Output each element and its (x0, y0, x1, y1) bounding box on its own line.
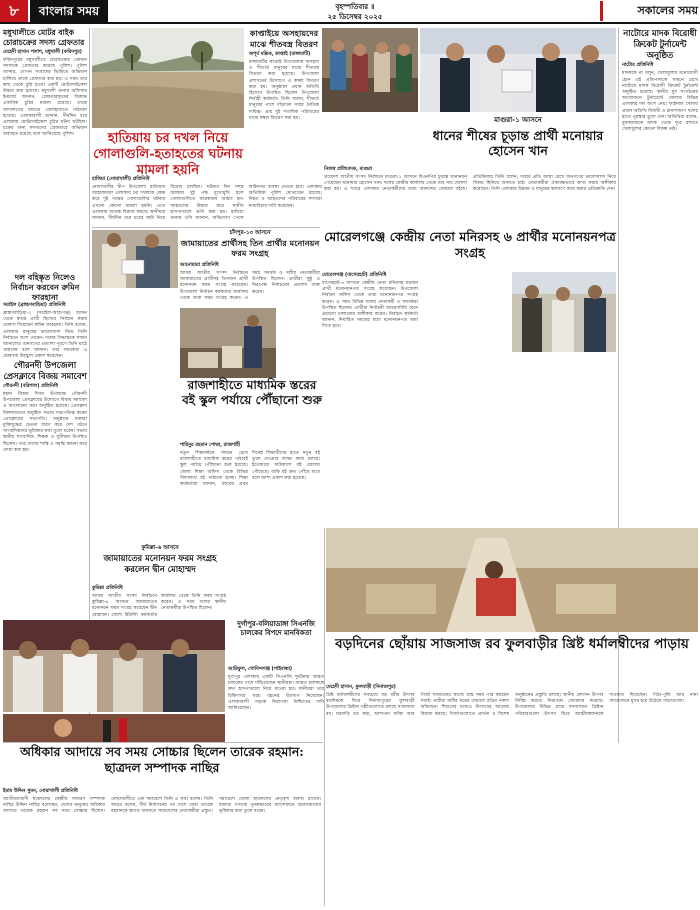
article-continuation (322, 272, 418, 522)
article-headline: মধুখালীতে মোটর বাইক চোরাচক্রের সদস্য গ্রেফতার (3, 28, 85, 47)
article-body: মাদককে না বলুন, খেলাধুলায় মনোযোগী হোন এই প্রতিপাদ্যকে সামনে রেখে নাটোরে মাদক বিরোধী ক্রিকেট টুর্নামেন্ট অনুষ্ঠিত হয়েছে। স্থানীয় যুব সংগঠনের আয়োজনে টুর্নামেন্টে জেলার বিভিন্ন এলাকার দল অংশ নেয়। ফাইনাল খেলায় প্রধান অতিথি বিজয়ী ও রানার্সআপ দলের হাতে পুরস্কার তুলে দেন। অতিথিরা বলেন, যুবসমাজকে মাদক থেকে দূরে রাখতে খেলাধুলার কোনো বিকল্প নেই। (622, 71, 698, 133)
article-headline: অধিকার আদায়ে সব সময় সোচ্চার ছিলেন তারেক রহমান: ছাত্রদল সম্পাদক নাছির (20, 744, 304, 775)
article-body: বাগেরহাট-৪ আসনে কেন্দ্রীয় নেতা মনিরসহ ছয়জন প্রার্থী মনোনয়নপত্র সংগ্রহ করেছেন। উপজেলা নির্বাচন অফিস থেকে তারা মনোনয়নপত্র সংগ্রহ করেন। এ সময় বিভিন্ন দলের নেতাকর্মী ও সমর্থকরা উপস্থিত ছিলেন। প্রার্থীরা নির্বাচনী আচরণবিধি মেনে প্রচারণা চালানোর অঙ্গীকার করেন। নির্বাচন কর্মকর্তা জানান, নির্ধারিত সময়ের মধ্যে মনোনয়নপত্র জমা দিতে হবে। (322, 281, 418, 330)
date-line-1: বৃহস্পতিবার ॥ (335, 3, 375, 11)
article-byline: মোরেলগঞ্জ (বাগেরহাট) প্রতিনিধি (322, 273, 387, 278)
photo-book-distribution (180, 308, 276, 378)
column-rule (324, 528, 325, 906)
article-headline: দল বহিষ্কৃত নিলেও নির্বাচন করবেন রুমিন ফারহানা (10, 272, 80, 302)
article-body: মহান বিজয় দিবস উপলক্ষে গৌরনদী উপজেলা প্রেসক্লাবের উদ্যোগে বিজয় সমাবেশ ও আলোচনা সভা অনুষ্ঠিত হয়েছে। প্রেসক্লাব মিলনায়তনে অনুষ্ঠিত সভায় সভাপতিত্ব করেন প্রেসক্লাবের সভাপতি। অনুষ্ঠানে বক্তারা মুক্তিযুদ্ধের চেতনা ধারণ করে দেশ গঠনে সাংবাদিকদের ভূমিকার কথা তুলে ধরেন। সভায় স্থানীয় সাংবাদিক, শিক্ষক ও সুধীজন উপস্থিত ছিলেন। পরে দেশের শান্তি ও সমৃদ্ধি কামনা করে দোয়া করা হয়। (3, 392, 87, 453)
article-headline: জামায়াতের প্রার্থীসহ তিন প্রার্থীর মনোনয়ন ফরম সংগ্রহ (180, 238, 320, 258)
article-comilla-body (92, 585, 226, 621)
article-byline: ইমাম উদ্দিন সুমন, নোয়াখালী প্রতিনিধি (3, 789, 78, 794)
article-body: ত্রয়োদশ জাতীয় সংসদ নির্বাচনে মাগুরা-১ আসনে বিএনপির চূড়ান্ত মনোনয়ন পেয়েছেন মনোয়ার হোসেন খান। দলের কেন্দ্রীয় কার্যালয় থেকে তার নাম ঘোষণা করা হয়। এ খবরে এলাকায় নেতাকর্মীদের মধ্যে আনন্দের জোয়ার বইছে। প্রতিক্রিয়ায় তিনি বলেন, দলের প্রতি আস্থা রেখে জনগণের ভালোবাসা নিয়ে বিজয় ছিনিয়ে আনতে চাই। নেতাকর্মীরা ঐক্যবদ্ধভাবে কাজ করার অঙ্গীকার করেছেন। তিনি এলাকার উন্নয়ন ও মানুষের কল্যাণে কাজ করার প্রতিশ্রুতি দেন। (324, 175, 616, 193)
article-headline: দুর্গাপুর-বলিয়াডাঙ্গা সিএনজি চালকের বিপদে মানবিকতা (237, 620, 315, 637)
photo-candidate-ceremony (420, 28, 616, 112)
article-christmas (326, 636, 698, 680)
date-line-2: ২৫ ডিসেম্বর ২০২৫ (327, 13, 383, 21)
article-headline: কাপ্তাইয়ে অসহায়দের মাঝে শীতবস্ত্র বিতরণ (249, 28, 319, 49)
article-body: রাঙ্গামাটির কাপ্তাই উপজেলায় অসহায় ও শীতার্ত মানুষের মাঝে শীতবস্ত্র বিতরণ করা হয়েছে। উপজেলা প্রশাসনের উদ্যোগে এ কম্বল বিতরণ করা হয়। অনুষ্ঠানে প্রধান অতিথি হিসেবে উপস্থিত ছিলেন উপজেলা নির্বাহী কর্মকর্তা। তিনি বলেন, শীতার্ত মানুষের পাশে দাঁড়ানো সবার নৈতিক দায়িত্ব। প্রায় দুই শতাধিক পরিবারের মাঝে কম্বল বিতরণ করা হয়। (249, 60, 319, 121)
section-rule (3, 742, 323, 743)
article-label: কুমিল্লা-৬ আসনে (141, 545, 179, 551)
article-body: ফরিদপুরের মধুখালীতে চোরাচক্রের একজন সদস্যকে গ্রেফতার করেছে পুলিশ। পুলিশ জানায়, গোপন সংবাদের ভিত্তিতে অভিযান চালিয়ে তাকে গ্রেফতার করা হয়। এ সময় তার কাছ থেকে চুরি হওয়া একটি মোটরসাইকেল উদ্ধার করা হয়েছে। মধুখালী থানার অফিসার ইনচার্জ জানান, গ্রেফতারকৃতের বিরুদ্ধে একাধিক চুরির মামলা রয়েছে। তাকে আদালতের মাধ্যমে জেলহাজতে পাঠানো হয়েছে। এলাকাবাসী জানান, দীর্ঘদিন ধরে এলাকায় মোটরসাইকেল চুরির ঘটনা ঘটছিল। চক্রের অন্য সদস্যদের গ্রেফতারে অভিযান অব্যাহত রয়েছে বলে জানিয়েছে পুলিশ। (3, 58, 87, 138)
article-byline: অপূর্ব মল্লিক, কাপ্তাই (রাঙ্গামাটি) (249, 52, 311, 57)
article-body: আসন্ন জাতীয় সংসদ নির্বাচনে জামায়াতের প্রার্থীসহ তিনজন প্রার্থী মনোনয়ন ফরম সংগ্রহ করেছেন। উপজেলা নির্বাচন কর্মকর্তার কার্যালয় থেকে তারা ফরম সংগ্রহ করেন। এ সময় সমর্থক ও দলীয় নেতাকর্মীরা উপস্থিত ছিলেন। প্রার্থীরা সুষ্ঠু ও নিরপেক্ষ নির্বাচনের প্রত্যাশা ব্যক্ত করেন। (180, 271, 320, 301)
article-tarique-rahman (3, 744, 321, 786)
photo-christmas-decoration (326, 528, 698, 632)
article-byline: আরিফুল, গোবিন্দগঞ্জ (গাইবান্ধা) (228, 667, 293, 672)
article-headline: রাজশাহীতে মাধ্যমিক স্তরের বই স্কুল পর্যায়ে পৌঁছানো শুরু (182, 378, 322, 407)
article-headline: নাটোরে মাদক বিরোধী ক্রিকেট টুর্নামেন্ট অনুষ্ঠিত (623, 28, 697, 60)
article-kaptai-blankets (249, 28, 319, 260)
article-body: দুর্গাপুর এলাকায় একটি সিএনজি দুর্ঘটনায় আহত চালকের পাশে দাঁড়িয়েছেন স্থানীয়রা। আহত চালককে দ্রুত হাসপাতালে নিয়ে যাওয়া হয়। স্থানীয়রা তার চিকিৎসার খরচ বহনের উদ্যোগ নিয়েছেন। এলাকাবাসী সড়কে নিরাপত্তা নিশ্চিতের দাবি জানিয়েছেন। (228, 675, 324, 712)
article-natore-cricket (622, 28, 698, 380)
article-comilla-form (92, 545, 228, 585)
page-number: ৮ (0, 0, 28, 22)
article-body: জাতীয়তাবাদী ছাত্রদলের কেন্দ্রীয় সাধারণ সম্পাদক নাছির উদ্দিন নাছির বলেছেন, দেশের মানুষের অধিকার আদায়ে তারেক রহমান সব সময় সোচ্চার ছিলেন। নোয়াখালীতে এক সমাবেশে তিনি এ কথা বলেন। তিনি আরও বলেন, দীর্ঘ নির্বাসনের পর দেশে ফেরা তারেক রহমানকে স্বাগত জানাতে সারাদেশের নেতাকর্মীরা প্রস্তুত। সমাবেশে জেলা ছাত্রদলের নেতৃবৃন্দ বক্তব্য রাখেন। বক্তারা গণতন্ত্র পুনরুদ্ধারের আন্দোলনে ছাত্রসমাজের ভূমিকার কথা তুলে ধরেন। (3, 797, 321, 815)
photo-jamaat-meeting (3, 620, 225, 712)
article-hatiya-body (92, 176, 322, 224)
article-byline: নাটোর প্রতিনিধি (622, 63, 654, 69)
article-cng-body (228, 666, 324, 712)
article-headline: ধানের শীষের চূড়ান্ত প্রার্থী মনোয়ার হোসেন খান (432, 128, 604, 158)
article-christmas-body (326, 684, 698, 906)
article-rajshahi-body (180, 442, 320, 537)
photo-dry-char-land (92, 28, 244, 128)
article-headline: বড়দিনের ছোঁয়ায় সাজসাজ রব ফুলবাড়ীর খ্রিষ্ট ধর্মালম্বীদের পাড়ায় (335, 636, 689, 652)
article-headline: জামায়াতের মনোনয়ন ফরম সংগ্রহ করলেন দ্বীন মোহাম্মদ (103, 553, 217, 574)
photo-blanket-recipients (322, 28, 418, 112)
article-magura-body (324, 166, 616, 226)
article-body: নোয়াখালীর দ্বীপ উপজেলা হাতিয়ায় জাহাজমারা এলাকায় চর দখলকে কেন্দ্র করে দুই পক্ষের গোলাগুলির ঘটনায় এখনো কোনো মামলা হয়নি। এতে এলাকায় আতঙ্ক বিরাজ করছে। স্থানীয়রা জানান, দীর্ঘদিন ধরে চরের জমি নিয়ে বিরোধ চলছিল। ঘটনার দিন সশস্ত্র অবস্থায় দুই পক্ষ মুখোমুখি হলে গোলাগুলিতে কয়েকজন আহত হন। আহতদের উদ্ধার করে স্থানীয় হাসপাতালে ভর্তি করা হয়। হাতিয়া থানার ওসি জানান, অভিযোগ পেলে আইনগত ব্যবস্থা নেওয়া হবে। এলাকায় অতিরিক্ত পুলিশ মোতায়েন রয়েছে। নিহত ও আহতদের পরিবারের সদস্যরা ন্যায়বিচার দাবি করেছেন। (92, 185, 322, 222)
section-rule (92, 227, 320, 228)
column-rule (89, 28, 90, 383)
article-magura-candidate (420, 114, 616, 164)
article-rumin-farhana (3, 272, 87, 360)
masthead (0, 0, 700, 24)
article-byline: সরাইল (ব্রাহ্মণবাড়িয়া) প্রতিনিধি (3, 303, 66, 308)
section-title: বাংলার সময় (30, 0, 108, 22)
article-body: নতুন শিক্ষাবর্ষকে সামনে রেখে রাজশাহীতে মাধ্যমিক স্তরের পাঠ্যবই স্কুল পর্যায়ে পৌঁছানো শুরু হয়েছে। জেলা শিক্ষা অফিস থেকে বিভিন্ন বিদ্যালয়ে বই পাঠানো হচ্ছে। শিক্ষা কর্মকর্তারা জানান, বছরের প্রথম দিনেই শিক্ষার্থীদের হাতে নতুন বই তুলে দেওয়ার লক্ষ্যে কাজ চলছে। ইতোমধ্যে অধিকাংশ বই জেলায় পৌঁছেছে। বাকি বই দ্রুত পৌঁছে যাবে বলে আশা প্রকাশ করা হয়েছে। (180, 451, 320, 488)
article-body: আসন্ন জাতীয় সংসদ নির্বাচনে কুমিল্লা-৬ আসনে জামায়াতের মনোনয়ন ফরম সংগ্রহ করেছেন দ্বীন মোহাম্মদ। জেলা রিটার্নিং কর্মকর্তার কার্যালয় থেকে তিনি ফরম সংগ্রহ করেন। এ সময় দলের স্থানীয় নেতাকর্মীরা উপস্থিত ছিলেন। (92, 594, 226, 618)
brand-logo: সকালের সময় (600, 1, 700, 21)
article-body: ব্রাহ্মণবাড়িয়া-২ (সরাইল-আশুগঞ্জ) আসন থেকে স্বতন্ত্র প্রার্থী হিসেবে নির্বাচন করার ঘোষণা দিয়েছেন রুমিন ফারহানা। তিনি বলেন, এলাকার মানুষের ভালোবাসা নিয়ে তিনি নির্বাচনে অংশ নেবেন। দলের সিদ্ধান্তকে সম্মান জানালেও জনগণের প্রত্যাশা পূরণে তিনি মাঠে থাকবেন বলে জানান। তার সমর্থকরা এ ঘোষণায় উচ্ছ্বাস প্রকাশ করেছেন। (3, 311, 87, 360)
article-rajshahi-books (180, 378, 324, 442)
article-byline: নিজস্ব প্রতিবেদক, মাগুরা (324, 167, 372, 172)
photo-morelganj-candidates (512, 272, 616, 352)
article-morelganj (324, 229, 616, 271)
photo-press-microphones (3, 714, 225, 742)
article-byline: মেহেদী হাসান, ফুলবাড়ী (দিনাজপুর) (326, 685, 396, 690)
article-byline: আনোয়ারা প্রতিনিধি (180, 263, 219, 268)
article-byline: কুমিল্লা প্রতিনিধি (92, 586, 123, 591)
article-chandpur-body (180, 262, 320, 307)
article-byline: গৌরনদী (বরিশাল) প্রতিনিধি (3, 384, 58, 389)
article-label: মাগুরা-১ আসনে (494, 116, 542, 124)
article-headline: মোরেলগঞ্জে কেন্দ্রীয় নেতা মনিরসহ ৬ প্রার্থীর মনোনয়নপত্র সংগ্রহ (324, 229, 616, 260)
article-byline: মেহেদী হাসান পলাশ, মধুখালী (ফরিদপুর) (3, 50, 83, 55)
article-tarique-body (3, 788, 321, 906)
article-label: চাঁদপুর-১৩ আসনে (229, 230, 271, 236)
article-chandpur-forms (180, 230, 320, 260)
article-headline: গৌরনদী উপজেলা প্রেসক্লাবে বিজয় সমাবেশ (3, 360, 87, 381)
article-body: খ্রিষ্ট ধর্মাবলম্বীদের সবচেয়ে বড় ধর্মীয় উৎসব বড়দিনকে ঘিরে দিনাজপুরের ফুলবাড়ী উপজেলার খ্রিষ্টান পল্লীগুলোতে চলছে সাজসাজ রব। ঘরবাড়ি রঙ করা, আলপনা আঁকা আর গির্জা সাজানোর কাজে ব্যস্ত সময় পার করছেন সবাই। নারীরা মাটির ঘরের দেয়ালে রঙিন নকশা আঁকছেন। শিশুদের মধ্যেও উৎসবের আমেজ বিরাজ করছে। গির্জাগুলোতে প্রার্থনা ও বিশেষ অনুষ্ঠানের প্রস্তুতি চলছে। স্থানীয় প্রশাসন উৎসব নির্বিঘ্ন করতে নিরাপত্তা জোরদার করেছে। উপজেলার বিভিন্ন গ্রামে বসবাসরত খ্রিষ্টান পরিবারগুলো উৎসব ঘিরে আত্মীয়স্বজনকে দাওয়াত দিয়েছেন। পিঠা-পুলি আর নানা আয়োজনে মুখর হয়ে উঠেছে পাড়াগুলো। (326, 693, 698, 717)
article-headline: হাতিয়ায় চর দখল নিয়ে গোলাগুলি-হতাহতের ঘটনায় মামলা হয়নি (93, 131, 243, 178)
photo-nomination-form (92, 230, 178, 288)
article-byline: শাহিনুর রহমান শোভা, রাজশাহী (180, 443, 241, 448)
article-gournadi-pressclub (3, 360, 87, 650)
article-cng-driver (228, 620, 324, 665)
article-motorbike-arrest (3, 28, 87, 268)
article-byline: হাতিয়া (নোয়াখালী) প্রতিনিধি (92, 177, 150, 182)
